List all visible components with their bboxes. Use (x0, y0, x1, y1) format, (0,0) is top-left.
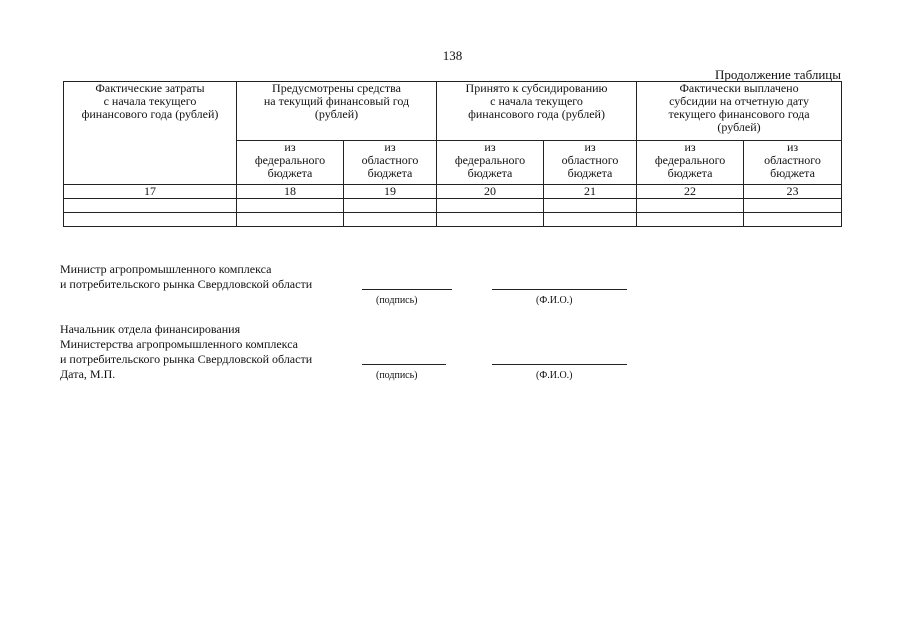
column-number-row (64, 185, 842, 199)
table-cell (437, 199, 544, 213)
head-title: Начальник отдела финансирования Министерства агропромышленного комплекса и потребительского рынка Свердловской области Дата, М.П. (60, 322, 313, 381)
table-cell (744, 199, 842, 213)
name-caption: (Ф.И.О.) (536, 370, 573, 381)
table-row (64, 199, 842, 213)
signature-caption: (подпись) (376, 370, 418, 381)
signature-caption: (подпись) (376, 295, 418, 306)
subheader-regional: из областного бюджета (544, 141, 637, 185)
column-number: 21 (544, 185, 637, 199)
name-caption: (Ф.И.О.) (536, 295, 573, 306)
column-number: 22 (637, 185, 744, 199)
table-cell (437, 213, 544, 227)
table-cell (637, 213, 744, 227)
header-actual-costs: Фактические затраты с начала текущего финансового года (рублей) (64, 82, 237, 185)
signature-line (362, 364, 446, 365)
name-line (492, 289, 627, 290)
subheader-regional: из областного бюджета (744, 141, 842, 185)
page-number: 138 (442, 48, 463, 63)
table-cell (64, 199, 237, 213)
table-cell (637, 199, 744, 213)
table-cell (344, 199, 437, 213)
column-number: 18 (237, 185, 344, 199)
name-line (492, 364, 627, 365)
header-planned-funds: Предусмотрены средства на текущий финансовый год (рублей) (237, 82, 437, 141)
column-number: 23 (744, 185, 842, 199)
column-number: 20 (437, 185, 544, 199)
subheader-regional: из областного бюджета (344, 141, 437, 185)
report-table (63, 81, 842, 227)
table-row (64, 213, 842, 227)
signature-line (362, 289, 452, 290)
column-number: 17 (64, 185, 237, 199)
table-cell (544, 213, 637, 227)
table-cell (64, 213, 237, 227)
table-continuation-label: Продолжение таблицы (715, 67, 841, 82)
subheader-federal: из федерального бюджета (237, 141, 344, 185)
header-paid-subsidy: Фактически выплачено субсидии на отчетную дату текущего финансового года (рублей) (637, 82, 842, 141)
subheader-federal: из федерального бюджета (637, 141, 744, 185)
subheader-federal: из федерального бюджета (437, 141, 544, 185)
header-accepted-subsidy: Принято к субсидированию с начала текущего финансового года (рублей) (437, 82, 637, 141)
table-cell (344, 213, 437, 227)
table-cell (237, 199, 344, 213)
column-number: 19 (344, 185, 437, 199)
minister-title: Министр агропромышленного комплекса и потребительского рынка Свердловской области (60, 262, 313, 291)
table-cell (237, 213, 344, 227)
table-cell (744, 213, 842, 227)
table-cell (544, 199, 637, 213)
header-row-main (64, 82, 842, 141)
